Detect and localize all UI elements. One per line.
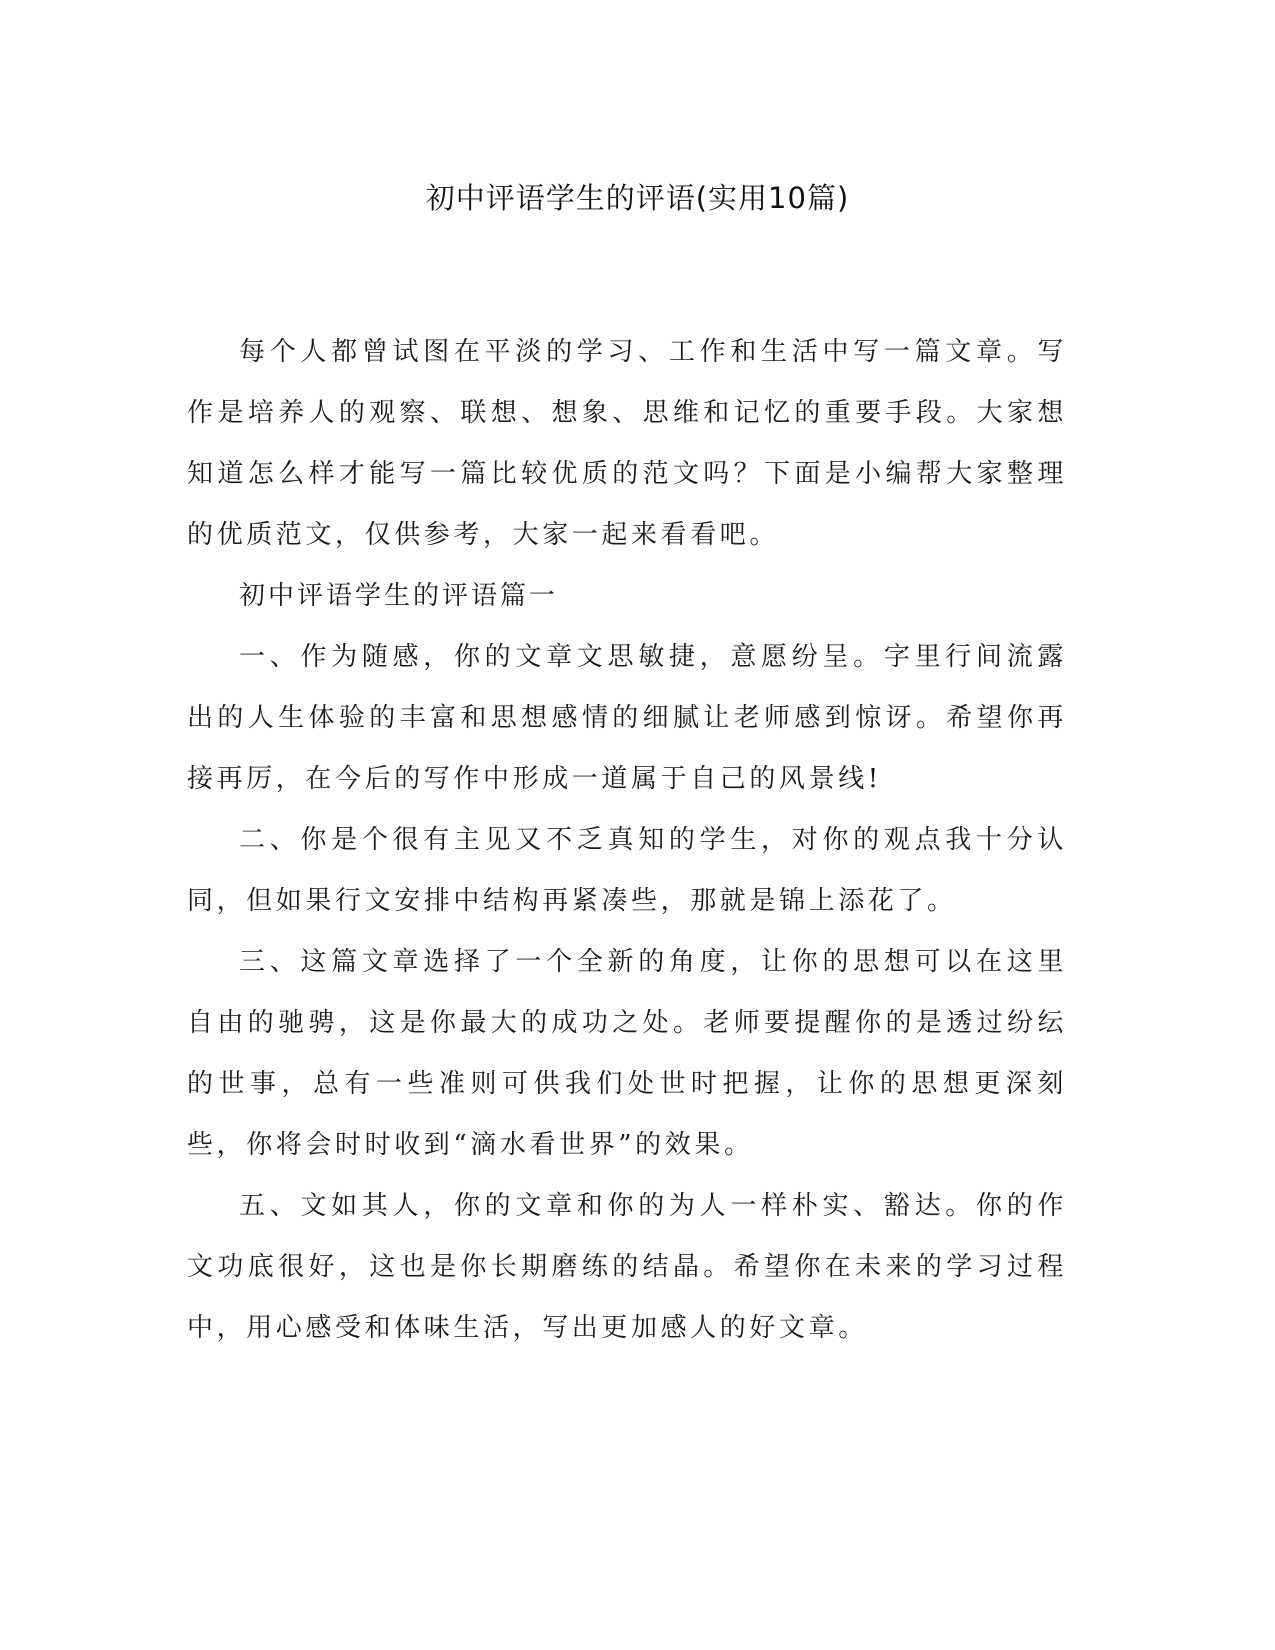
comment-paragraph-1: 一、作为随感，你的文章文思敏捷，意愿纷呈。字里行间流露出的人生体验的丰富和思想感情的细腻让老师感到惊讶。希望你再接再厉，在今后的写作中形成一道属于自己的风景线!	[187, 642, 1067, 794]
comment-paragraph-5: 五、文如其人，你的文章和你的为人一样朴实、豁达。你的作文功底很好，这也是你长期磨练的结晶。希望你在未来的学习过程中，用心感受和体味生活，写出更加感人的好文章。	[187, 1191, 1067, 1343]
document-title: 初中评语学生的评语(实用10篇)	[425, 181, 850, 215]
intro-paragraph: 每个人都曾试图在平淡的学习、工作和生活中写一篇文章。写作是培养人的观察、联想、想象、思维和记忆的重要手段。大家想知道怎么样才能写一篇比较优质的范文吗？下面是小编帮大家整理的优质范文，仅供参考，大家一起来看看吧。	[187, 337, 1067, 550]
section-heading: 初中评语学生的评语篇一	[239, 581, 559, 611]
comment-paragraph-3: 三、这篇文章选择了一个全新的角度，让你的思想可以在这里自由的驰骋，这是你最大的成功之处。老师要提醒你的是透过纷纭的世事，总有一些准则可供我们处世时把握，让你的思想更深刻些，你将会时时收到“滴水看世界”的效果。	[187, 947, 1067, 1160]
comment-paragraph-2: 二、你是个很有主见又不乏真知的学生，对你的观点我十分认同，但如果行文安排中结构再紧凑些，那就是锦上添花了。	[187, 825, 1067, 916]
document-body	[187, 322, 1067, 1359]
